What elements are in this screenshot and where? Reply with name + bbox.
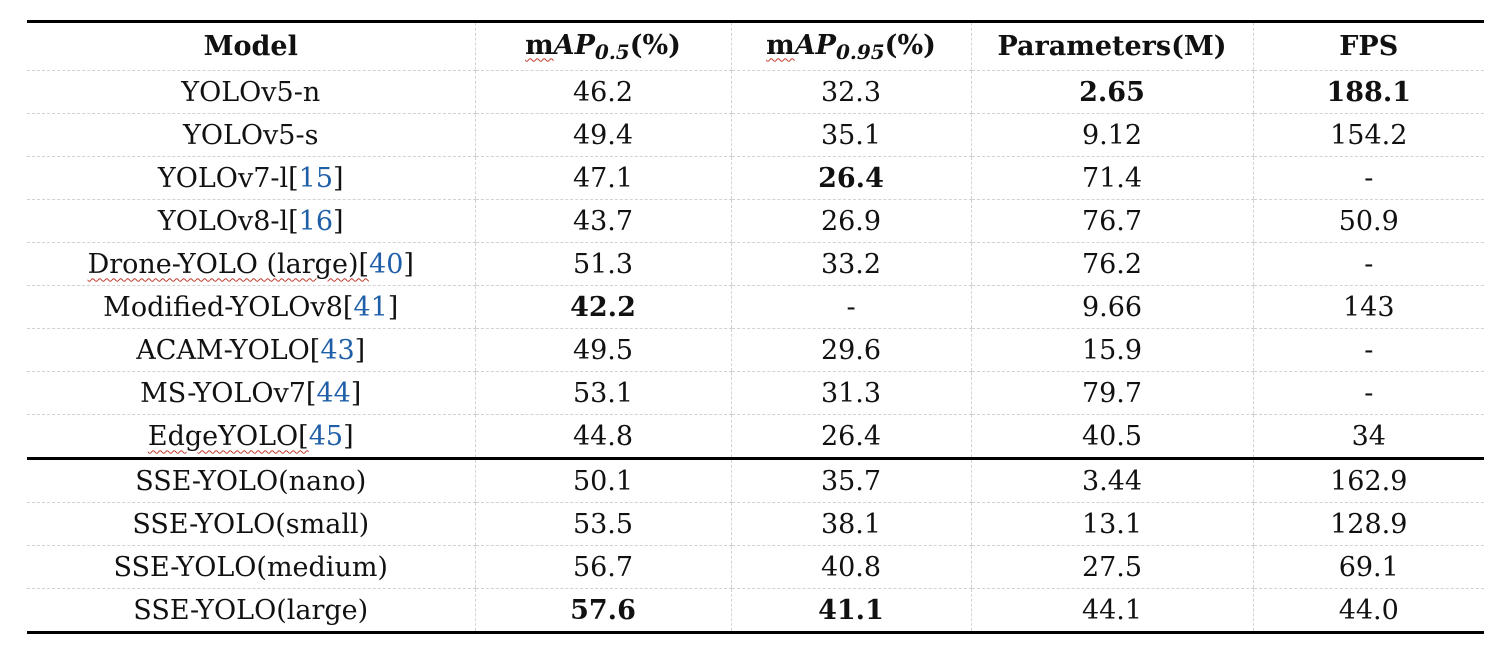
cell-map50: 49.5 <box>475 329 731 372</box>
header-map95-suffix: (%) <box>884 29 936 61</box>
cell-map95: 32.3 <box>731 71 971 114</box>
model-name: MS-YOLOv7[ <box>140 377 317 409</box>
cell-map95: 29.6 <box>731 329 971 372</box>
header-model: Model <box>27 22 475 71</box>
cell-map50: 51.3 <box>475 243 731 286</box>
cell-map95: 31.3 <box>731 372 971 415</box>
header-map50 <box>475 22 731 71</box>
cell-map50: 46.2 <box>475 71 731 114</box>
cell-map50: 57.6 <box>475 589 731 633</box>
reference-link[interactable]: 44 <box>316 377 351 409</box>
cell-fps: 128.9 <box>1253 503 1484 546</box>
table-container <box>27 20 1484 634</box>
cell-fps: 69.1 <box>1253 546 1484 589</box>
cell-params: 40.5 <box>971 415 1253 459</box>
cell-model <box>27 157 475 200</box>
cell-map50: 53.1 <box>475 372 731 415</box>
cell-model <box>27 415 475 459</box>
cell-model <box>27 200 475 243</box>
cell-params: 71.4 <box>971 157 1253 200</box>
cell-model: SSE-YOLO(large) <box>133 594 369 626</box>
header-row <box>27 22 1484 71</box>
header-fps: FPS <box>1253 22 1484 71</box>
reference-link[interactable]: 40 <box>369 248 404 280</box>
table-row <box>27 200 1484 243</box>
cell-params: 3.44 <box>971 459 1253 503</box>
table-row <box>27 415 1484 459</box>
cell-map95: 26.4 <box>731 415 971 459</box>
model-bracket: ] <box>387 291 399 323</box>
cell-model: SSE-YOLO(small) <box>27 503 475 546</box>
cell-map50: 53.5 <box>475 503 731 546</box>
cell-params: 76.7 <box>971 200 1253 243</box>
cell-fps: 143 <box>1253 286 1484 329</box>
cell-map50: 50.1 <box>475 459 731 503</box>
cell-map95: - <box>731 286 971 329</box>
cell-map50: 42.2 <box>475 286 731 329</box>
model-name: YOLOv8-l[ <box>157 205 299 237</box>
cell-params: 76.2 <box>971 243 1253 286</box>
cell-map95: 33.2 <box>731 243 971 286</box>
cell-map95: 26.9 <box>731 200 971 243</box>
model-bracket: ] <box>343 420 354 452</box>
table-row <box>27 546 1484 589</box>
model-name: EdgeYOLO[ <box>147 420 309 452</box>
cell-map50: 47.1 <box>475 157 731 200</box>
model-name: YOLOv7-l[ <box>157 162 299 194</box>
table-row <box>27 589 1484 633</box>
cell-fps: 44.0 <box>1253 589 1484 633</box>
reference-link[interactable]: 43 <box>320 334 355 366</box>
reference-link[interactable]: 15 <box>298 162 334 194</box>
header-map95 <box>731 22 971 71</box>
model-bracket: ] <box>350 377 362 409</box>
cell-fps: 50.9 <box>1253 200 1484 243</box>
model-bracket: ] <box>333 162 344 194</box>
header-map50-ap: AP <box>553 29 595 61</box>
cell-params: 27.5 <box>971 546 1253 589</box>
cell-params: 13.1 <box>971 503 1253 546</box>
cell-fps: - <box>1253 157 1484 200</box>
cell-model <box>27 372 475 415</box>
cell-map50: 49.4 <box>475 114 731 157</box>
cell-fps: 188.1 <box>1253 71 1484 114</box>
model-bracket: ] <box>403 248 414 280</box>
model-name: Drone-YOLO (large)[ <box>87 248 370 280</box>
model-name: ACAM-YOLO[ <box>136 334 321 366</box>
cell-model: YOLOv5-s <box>27 114 475 157</box>
header-map95-prefix: m <box>766 29 795 61</box>
header-map95-sub: 0.95 <box>835 39 885 64</box>
cell-map95: 41.1 <box>731 589 971 633</box>
cell-model: SSE-YOLO(nano) <box>27 459 475 503</box>
cell-map50: 56.7 <box>475 546 731 589</box>
table-row <box>27 157 1484 200</box>
cell-model <box>27 329 475 372</box>
cell-model <box>27 243 475 286</box>
cell-model: SSE-YOLO(medium) <box>27 546 475 589</box>
reference-link[interactable]: 16 <box>298 205 334 237</box>
cell-params: 9.12 <box>971 114 1253 157</box>
cell-map95: 26.4 <box>731 157 971 200</box>
cell-map95: 35.1 <box>731 114 971 157</box>
model-comparison-table <box>27 20 1484 634</box>
header-map95-ap: AP <box>794 29 836 61</box>
table-row <box>27 71 1484 114</box>
cell-fps: 34 <box>1253 415 1484 459</box>
cell-params: 9.66 <box>971 286 1253 329</box>
cell-params: 2.65 <box>971 71 1253 114</box>
cell-fps: - <box>1253 372 1484 415</box>
table-row <box>27 459 1484 503</box>
cell-fps: - <box>1253 243 1484 286</box>
cell-map50: 43.7 <box>475 200 731 243</box>
cell-params: 44.1 <box>971 589 1253 633</box>
table-row <box>27 372 1484 415</box>
cell-params: 15.9 <box>971 329 1253 372</box>
cell-fps: 162.9 <box>1253 459 1484 503</box>
model-name: Modified-YOLOv8[ <box>103 291 354 323</box>
reference-link[interactable]: 41 <box>353 291 388 323</box>
table-row <box>27 286 1484 329</box>
cell-map95: 38.1 <box>731 503 971 546</box>
table-row <box>27 329 1484 372</box>
cell-map95: 40.8 <box>731 546 971 589</box>
table-row <box>27 503 1484 546</box>
header-map50-suffix: (%) <box>629 29 681 61</box>
cell-fps: - <box>1253 329 1484 372</box>
model-bracket: ] <box>354 334 366 366</box>
cell-map50: 44.8 <box>475 415 731 459</box>
header-params: Parameters(M) <box>971 22 1253 71</box>
header-map50-prefix: m <box>525 29 554 61</box>
table-row <box>27 243 1484 286</box>
cell-params: 79.7 <box>971 372 1253 415</box>
cell-map95: 35.7 <box>731 459 971 503</box>
model-bracket: ] <box>333 205 344 237</box>
cell-model <box>27 286 475 329</box>
header-map50-sub: 0.5 <box>594 39 630 64</box>
table-row <box>27 114 1484 157</box>
cell-model: YOLOv5-n <box>27 71 475 114</box>
reference-link[interactable]: 45 <box>308 420 344 452</box>
cell-fps: 154.2 <box>1253 114 1484 157</box>
